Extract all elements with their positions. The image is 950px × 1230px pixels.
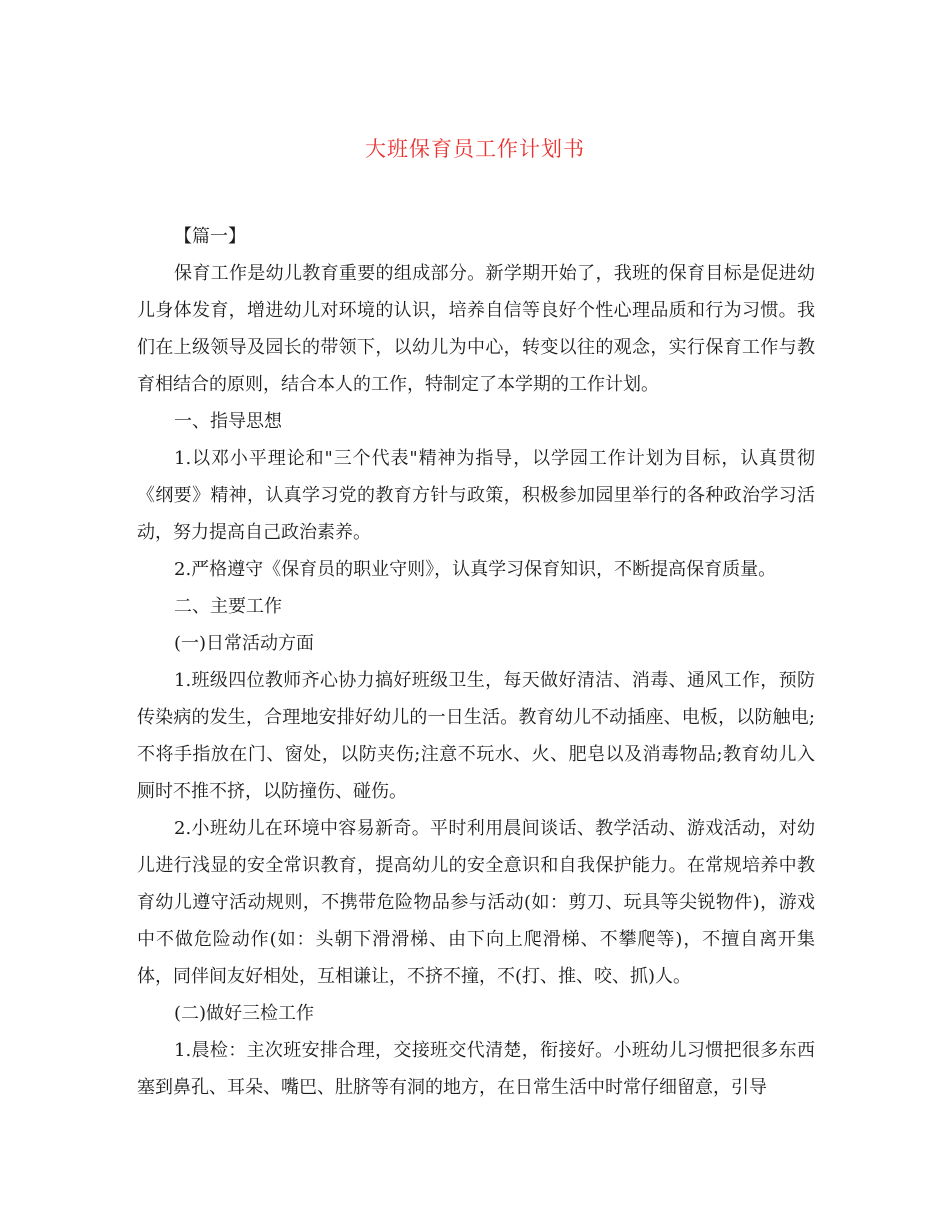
section-heading: 【篇一】 [174, 226, 246, 247]
subsection-heading: (二)做好三检工作 [174, 1003, 315, 1024]
subsection-heading: (一)日常活动方面 [174, 633, 315, 654]
section-heading: 一、指导思想 [174, 411, 282, 432]
paragraph: 1.班级四位教师齐心协力搞好班级卫生，每天做好清洁、消毒、通风工作，预防传染病的发生，合理地安排好幼儿的一日生活。教育幼儿不动插座、电板，以防触电;不将手指放在门、窗处，以防夹伤;注意不玩水、火、肥皂以及消毒物品;教育幼儿入厕时不推不挤，以防撞伤、碰伤。 [137, 670, 815, 802]
section-heading: 二、主要工作 [174, 596, 282, 617]
paragraph: 1.晨检：主次班安排合理，交接班交代清楚，衔接好。小班幼儿习惯把很多东西塞到鼻孔、耳朵、嘴巴、肚脐等有洞的地方，在日常生活中时常仔细留意，引导 [137, 1040, 815, 1098]
paragraph: 2.小班幼儿在环境中容易新奇。平时利用晨间谈话、教学活动、游戏活动，对幼儿进行浅显的安全常识教育，提高幼儿的安全意识和自我保护能力。在常规培养中教育幼儿遵守活动规则，不携带危险物品参与活动(如：剪刀、玩具等尖锐物件)，游戏中不做危险动作(如：头朝下滑滑梯、由下向上爬滑梯、不攀爬等)，不擅自离开集体，同伴间友好相处，互相谦让，不挤不撞，不(打、推、咬、抓)人。 [137, 818, 815, 987]
paragraph: 保育工作是幼儿教育重要的组成部分。新学期开始了，我班的保育目标是促进幼儿身体发育，增进幼儿对环境的认识，培养自信等良好个性心理品质和行为习惯。我们在上级领导及园长的带领下，以幼儿为中心，转变以往的观念，实行保育工作与教育相结合的原则，结合本人的工作，特制定了本学期的工作计划。 [137, 263, 815, 395]
paragraph: 2.严格遵守《保育员的职业守则》，认真学习保育知识，不断提高保育质量。 [174, 559, 777, 580]
paragraph: 1.以邓小平理论和"三个代表"精神为指导，以学园工作计划为目标，认真贯彻《纲要》精神，认真学习党的教育方针与政策，积极参加园里举行的各种政治学习活动，努力提高自己政治素养。 [137, 448, 815, 543]
page-title: 大班保育员工作计划书 [365, 137, 585, 161]
document-body [137, 218, 815, 1106]
